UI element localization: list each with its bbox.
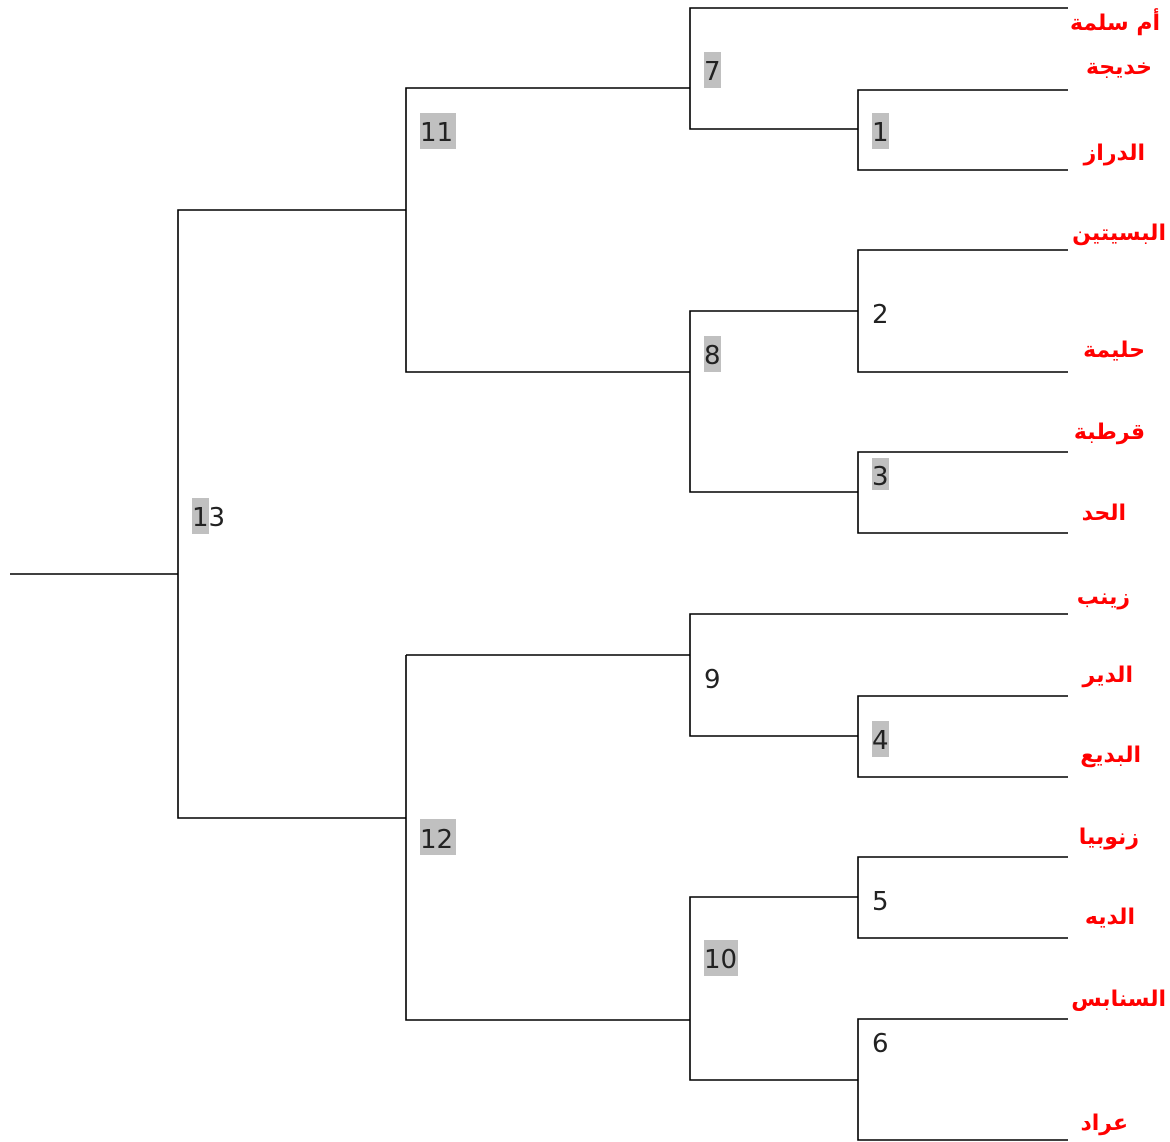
match-number-7 — [704, 52, 721, 88]
svg-text:11: 11 — [420, 118, 454, 148]
team-name: الدراز — [1083, 141, 1145, 166]
bracket-line-match-5 — [858, 857, 1068, 938]
svg-text:3: 3 — [872, 462, 889, 492]
team-name: عراد — [1080, 1111, 1128, 1136]
match-number-1 — [872, 113, 889, 149]
match-number-13 — [192, 498, 225, 534]
svg-text:2: 2 — [872, 300, 889, 330]
bracket-line-match-1 — [858, 90, 1068, 170]
bracket-line-match-6 — [858, 1019, 1068, 1140]
match-number-3 — [872, 458, 889, 492]
team-name: السنابس — [1071, 987, 1166, 1012]
match-number-11 — [420, 113, 456, 149]
team-name: خديجة — [1085, 55, 1152, 80]
team-names — [1070, 7, 1166, 1136]
svg-text:13: 13 — [192, 503, 226, 533]
svg-text:7: 7 — [704, 57, 721, 87]
team-name: البديع — [1080, 743, 1141, 768]
bracket-line-match-4 — [858, 696, 1068, 777]
team-name: زينب — [1076, 585, 1130, 610]
svg-text:4: 4 — [872, 726, 889, 756]
svg-text:12: 12 — [420, 825, 454, 855]
match-number-9 — [704, 665, 721, 695]
match-numbers — [192, 52, 889, 1059]
match-number-5 — [872, 887, 889, 917]
svg-text:1: 1 — [872, 118, 889, 148]
match-number-12 — [420, 819, 456, 855]
team-name: زنوبيا — [1078, 825, 1139, 850]
bracket-line-match-3 — [858, 452, 1068, 533]
match-number-4 — [872, 721, 889, 757]
team-name: قرطبة — [1073, 420, 1145, 445]
team-name: حليمة — [1083, 338, 1145, 363]
bracket-lines — [10, 8, 1068, 1140]
bracket-line-match-10 — [690, 897, 858, 1080]
team-name: البسيتين — [1072, 221, 1166, 246]
svg-text:6: 6 — [872, 1029, 889, 1059]
team-name: أم سلمة — [1069, 11, 1160, 36]
bracket-line-match-2 — [858, 250, 1068, 372]
bracket-line-match-7 — [690, 8, 1068, 129]
team-name: الحد — [1081, 501, 1126, 526]
bracket-line-match-9 — [690, 614, 1068, 736]
team-name: الدير — [1082, 663, 1133, 688]
svg-text:5: 5 — [872, 887, 889, 917]
team-name: الديه — [1084, 905, 1135, 930]
svg-text:8: 8 — [704, 341, 721, 371]
svg-text:9: 9 — [704, 665, 721, 695]
match-number-6 — [872, 1029, 889, 1059]
match-number-10 — [704, 940, 738, 976]
match-number-8 — [704, 336, 721, 372]
match-number-2 — [872, 300, 889, 330]
svg-text:10: 10 — [704, 945, 738, 975]
